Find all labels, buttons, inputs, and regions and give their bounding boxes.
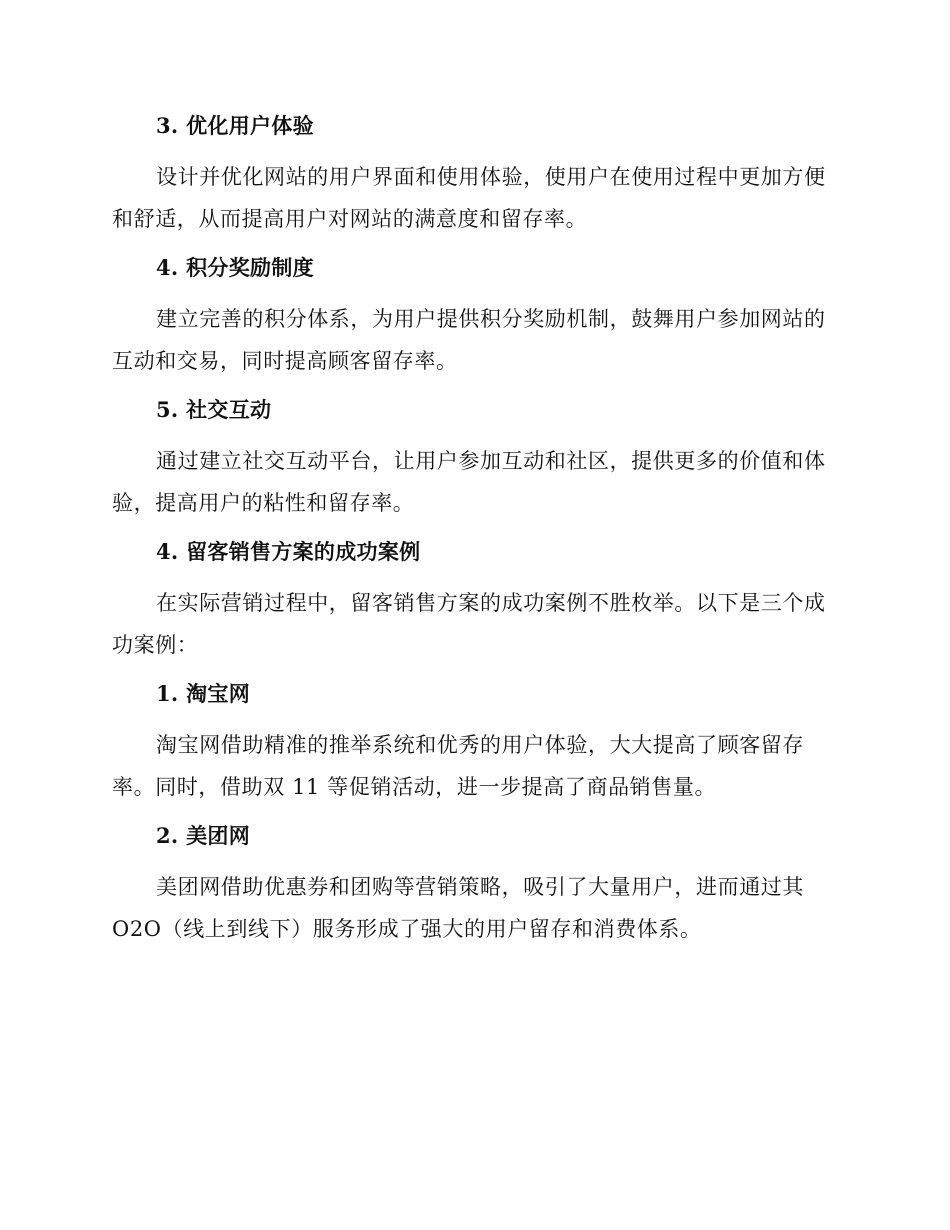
section-paragraph-social-interaction (112, 440, 834, 524)
paragraph-line: 建立完善的积分体系，为用户提供积分奖励机制，鼓舞用户参加网站的 (156, 307, 826, 331)
section-heading-success-cases: 4. 留客销售方案的成功案例 (156, 539, 421, 564)
paragraph-line: 在实际营销过程中，留客销售方案的成功案例不胜枚举。以下是三个成 (156, 591, 826, 615)
section-heading-meituan: 2. 美团网 (156, 823, 251, 848)
section-paragraph-optimize-ux (112, 156, 834, 240)
section-heading-optimize-ux: 3. 优化用户体验 (156, 113, 314, 138)
paragraph-line: 和舒适，从而提高用户对网站的满意度和留存率。 (112, 207, 588, 231)
paragraph-line: 互动和交易，同时提高顾客留存率。 (112, 349, 458, 373)
section-heading-taobao: 1. 淘宝网 (156, 681, 251, 706)
paragraph-line: O2O（线上到线下）服务形成了强大的用户留存和消费体系。 (112, 917, 702, 941)
paragraph-line: 设计并优化网站的用户界面和使用体验，使用户在使用过程中更加方便 (156, 165, 826, 189)
document-body (112, 110, 834, 962)
section-paragraph-points-reward (112, 298, 834, 382)
section-heading-points-reward: 4. 积分奖励制度 (156, 255, 314, 280)
paragraph-line: 验，提高用户的粘性和留存率。 (112, 491, 415, 515)
paragraph-line: 率。同时，借助双 11 等促销活动，进一步提高了商品销售量。 (112, 775, 717, 799)
section-heading-social-interaction: 5. 社交互动 (156, 397, 272, 422)
section-paragraph-taobao (112, 724, 834, 808)
paragraph-line: 通过建立社交互动平台，让用户参加互动和社区，提供更多的价值和体 (156, 449, 826, 473)
section-paragraph-meituan (112, 866, 834, 950)
section-paragraph-success-cases (112, 582, 834, 666)
paragraph-line: 美团网借助优惠券和团购等营销策略，吸引了大量用户，进而通过其 (156, 875, 804, 899)
paragraph-line: 功案例： (112, 633, 199, 657)
paragraph-line: 淘宝网借助精准的推举系统和优秀的用户体验，大大提高了顾客留存 (156, 733, 804, 757)
